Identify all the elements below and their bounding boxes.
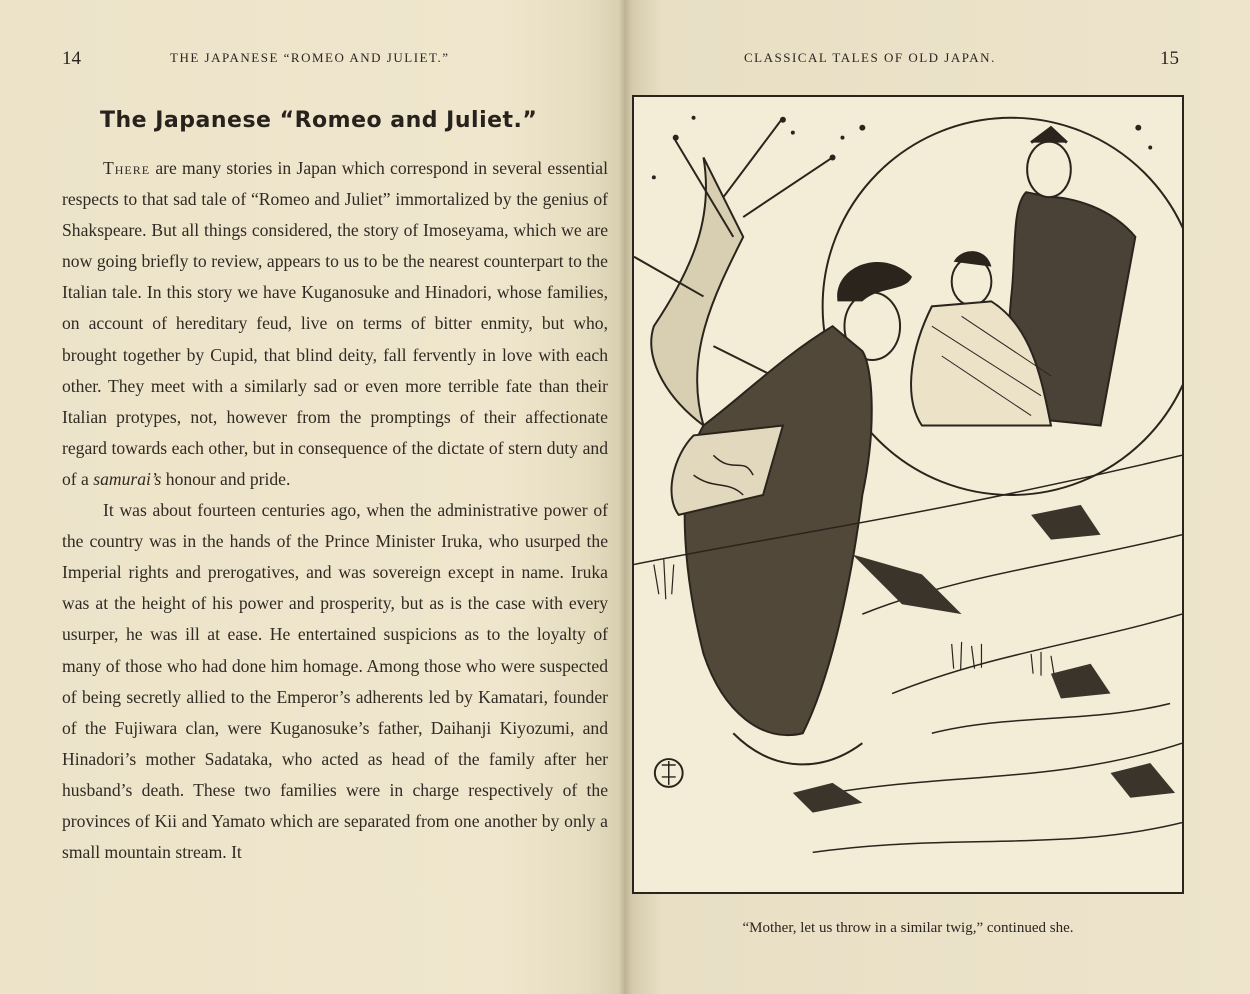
illustration-drawing [634,97,1182,892]
paragraph-2: It was about fourteen centuries ago, when the administrative power of the country was in the hands of the Prince Minister Iruka, who usurped the Imperial rights and prerogatives, and was sovereign except in name. Iruka was at the height of his power and prosperity, but as is the case with every usurper, he was ill at ease. He entertained suspicions as to the loyalty of many of those who had done him homage. Among those who were suspected of being secretly allied to the Emperor’s adherents led by Kamatari, founder of the Fujiwara clan, were Kuganosuke’s father, Daihanji Kiyozumi, and Hinadori’s mother Sadataka, who acted as head of the family after her husband’s death. These two families were in charge respectively of the provinces of Kii and Yamato which are separated from one another by only a small mountain stream. It [62,500,608,863]
illustration-caption: “Mother, let us throw in a similar twig,” continued she. [742,920,1074,936]
paragraph-1-tail: honour and pride. [161,468,291,489]
running-head-left: THE JAPANESE “ROMEO AND JULIET.” [170,50,450,65]
paragraph-1-text: are many stories in Japan which correspond in several essential respects to that sad tale of “Romeo and Juliet” immortalized by the genius of Shakspeare. But all things considered, the story of Imoseyama, which we are now going briefly to review, appears to us to be the nearest counterpart to the Italian tale. In this story we have Kuganosuke and Hinadori, whose families, on account of hereditary feud, live on terms of bitter enmity, but who, brought together by Cupid, that blind deity, fall fervently in love with each other. They meet with a similarly sad or even more terrible fate than their Italian protypes, not, however from the promptings of their affectionate regard towards each other, but in consequence of the dictate of stern duty and of a [62,158,608,489]
paragraph-lead-word: There [103,158,151,178]
body-text [62,153,608,868]
page-number-right: 15 [1160,48,1179,69]
running-head-right: CLASSICAL TALES OF OLD JAPAN. [744,50,996,65]
paragraph-1 [62,153,608,495]
italic-term: samurai’s [93,468,162,489]
left-page [0,0,622,994]
chapter-title: The Japanese “Romeo and Juliet.” [100,108,538,133]
page-number-left: 14 [62,48,81,69]
woodblock-illustration [632,95,1184,894]
